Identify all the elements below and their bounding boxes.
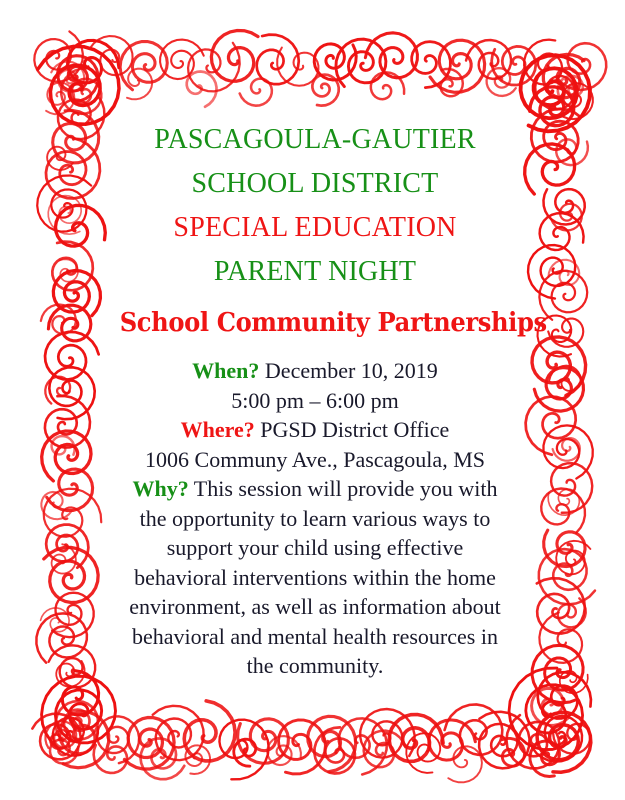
detail-why-line-5: environment, as well as information about [129, 594, 501, 619]
title-line-parent-night: PARENT NIGHT [213, 256, 417, 287]
when-label: When? [192, 358, 260, 383]
why-label: Why? [132, 476, 189, 501]
title-line-special-education: SPECIAL EDUCATION [173, 212, 457, 243]
detail-address: 1006 Communy Ave., Pascagoula, MS [145, 446, 485, 472]
detail-why-line-2: the opportunity to learn various ways to [139, 505, 491, 531]
event-details [105, 356, 525, 681]
where-value: PGSD District Office [254, 417, 450, 442]
detail-why-line-3: support your child using effective [166, 535, 464, 560]
detail-why-line-4: behavioral interventions within the home [134, 564, 496, 590]
detail-why-line-7: the community. [246, 653, 384, 678]
when-value: December 10, 2019 [259, 358, 438, 383]
title-line-district-2: SCHOOL DISTRICT [191, 168, 439, 199]
where-label: Where? [180, 417, 255, 442]
title-line-district-1: PASCAGOULA-GAUTIER [154, 124, 476, 155]
flyer-content [105, 118, 547, 681]
detail-where [105, 415, 525, 445]
detail-when [105, 356, 525, 386]
why-value-line-1: This session will provide you with [188, 476, 498, 501]
detail-why-line-6: behavioral and mental health resources in [132, 623, 498, 649]
subtitle-school-community-partnerships: School Community Partnerships [119, 308, 547, 338]
detail-why-line-1 [105, 474, 525, 504]
detail-time: 5:00 pm – 6:00 pm [231, 387, 399, 413]
